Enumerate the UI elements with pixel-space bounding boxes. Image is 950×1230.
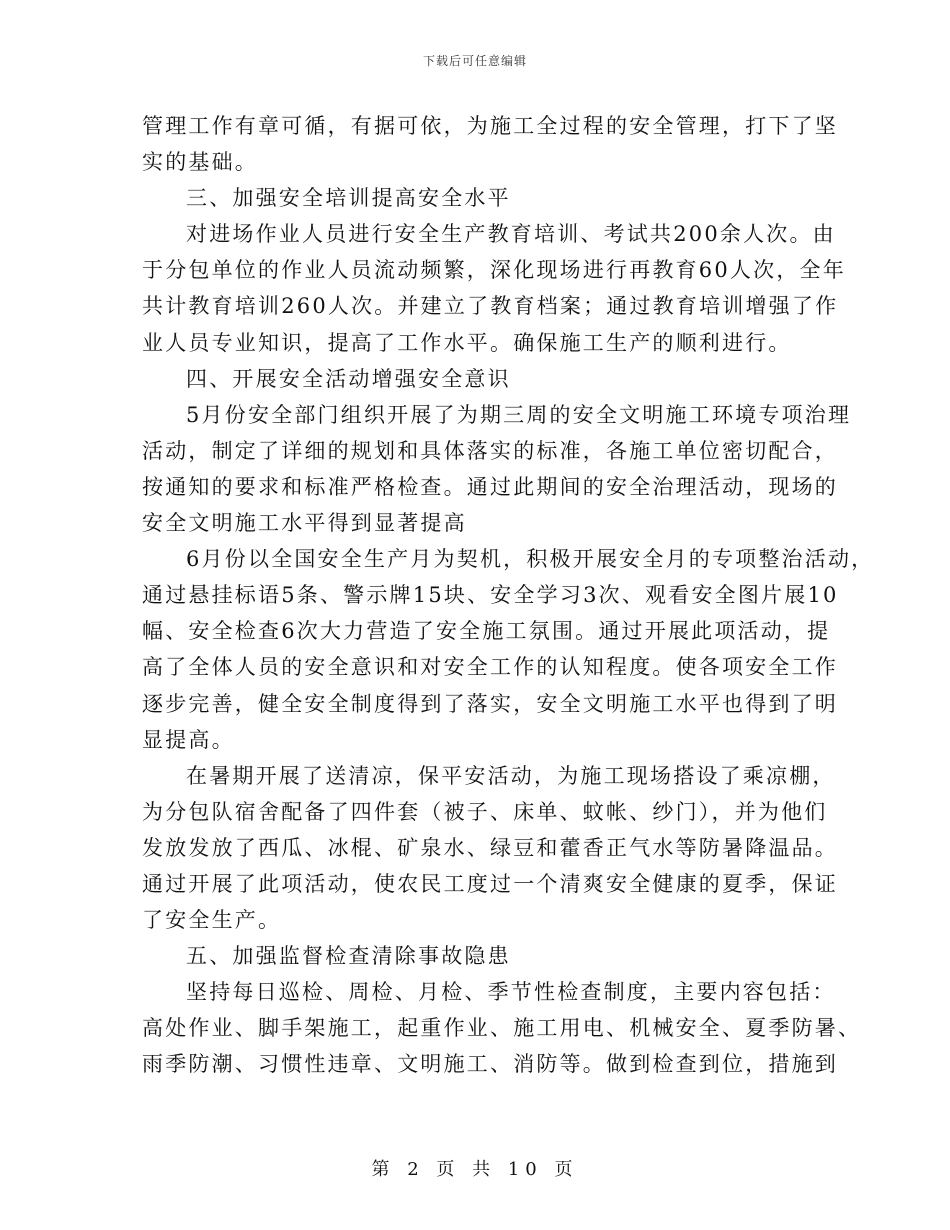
text-line: 高处作业、脚手架施工，起重作业、施工用电、机械安全、夏季防暑、	[142, 1016, 862, 1041]
text-line: 安全文明施工水平得到显著提高	[142, 511, 467, 536]
text-line: 逐步完善，健全安全制度得到了落实，安全文明施工水平也得到了明	[142, 691, 838, 716]
text-line: 通过悬挂标语5条、警示牌15块、安全学习3次、观看安全图片展10	[142, 583, 839, 608]
text-line: 发放发放了西瓜、冰棍、矿泉水、绿豆和藿香正气水等防暑降温品。	[142, 835, 838, 860]
page-header: 下载后可任意编辑	[422, 54, 527, 68]
document-body	[142, 108, 875, 1083]
text-line: 活动，制定了详细的规划和具体落实的标准，各施工单位密切配合，	[142, 438, 838, 463]
text-line: 共计教育培训260人次。并建立了教育档案；通过教育培训增强了作	[142, 294, 839, 319]
text-line: 为分包队宿舍配备了四件套（被子、床单、蚊帐、纱门），并为他们	[142, 799, 828, 824]
text-line: 坚持每日巡检、周检、月检、季节性检查制度，主要内容包括：	[186, 980, 836, 1005]
text-line: 在暑期开展了送清凉，保平安活动，为施工现场搭设了乘凉棚，	[186, 763, 836, 788]
text-line: 三、加强安全培训提高安全水平	[186, 186, 511, 211]
text-line: 对进场作业人员进行安全生产教育培训、考试共200余人次。由	[186, 222, 836, 247]
text-line: 了安全生产。	[142, 908, 282, 933]
text-line: 通过开展了此项活动，使农民工度过一个清爽安全健康的夏季，保证	[142, 871, 838, 896]
text-line: 6月份以全国安全生产月为契机，积极开展安全月的专项整治活动，	[186, 547, 875, 572]
text-line: 五、加强监督检查清除事故隐患	[186, 944, 511, 969]
text-line: 于分包单位的作业人员流动频繁，深化现场进行再教育60人次，全年	[142, 258, 846, 283]
text-line: 实的基础。	[142, 150, 258, 175]
text-line: 业人员专业知识，提高了工作水平。确保施工生产的顺利进行。	[142, 330, 792, 355]
page-number-footer: 第 2 页 共 10 页	[371, 1159, 579, 1180]
text-line: 按通知的要求和标准严格检查。通过此期间的安全治理活动，现场的	[142, 474, 838, 499]
text-line: 高了全体人员的安全意识和对安全工作的认知程度。使各项安全工作	[142, 655, 838, 680]
text-line: 5月份安全部门组织开展了为期三周的安全文明施工环境专项治理	[186, 402, 852, 427]
text-line: 雨季防潮、习惯性违章、文明施工、消防等。做到检查到位，措施到	[142, 1052, 838, 1077]
text-line: 四、开展安全活动增强安全意识	[186, 366, 511, 391]
text-line: 幅、安全检查6次大力营造了安全施工氛围。通过开展此项活动，提	[142, 619, 831, 644]
text-line: 管理工作有章可循，有据可依，为施工全过程的安全管理，打下了坚	[142, 114, 838, 138]
text-line: 显提高。	[142, 727, 235, 752]
